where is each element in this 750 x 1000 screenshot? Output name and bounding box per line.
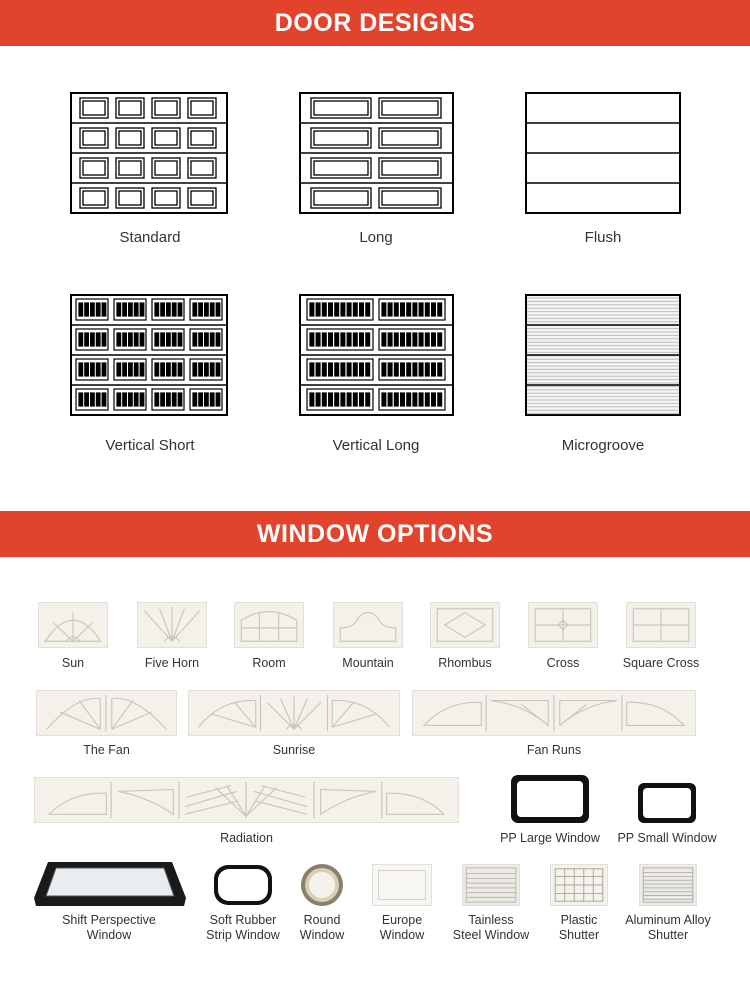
window-label: Europe Window [379,913,425,942]
door-designs-header: DOOR DESIGNS [0,0,750,46]
window-label: Fan Runs [526,743,582,757]
window-label: The Fan [83,743,130,757]
window-label: Mountain [342,656,394,670]
door-label: Flush [584,229,622,246]
door-long[interactable] [299,92,459,246]
window-label: Radiation [220,831,273,845]
door-label: Microgroove [561,437,645,454]
window-label: Sunrise [272,743,316,757]
window-label: Sun [61,656,85,670]
window-label: PP Small Window [617,831,717,845]
window-label: Five Horn [144,656,200,670]
window-label: PP Large Window [500,831,600,845]
door-label: Standard [119,229,181,246]
door-standard[interactable] [70,92,230,246]
door-vertical-long-image [299,294,454,416]
door-label: Long [359,229,393,246]
door-flush-image [525,92,681,214]
window-label: Square Cross [622,656,700,670]
door-vertical-short[interactable] [70,294,230,454]
door-microgroove-image [525,294,681,416]
window-label: Room [252,656,286,670]
door-label: Vertical Long [332,437,420,454]
door-label: Vertical Short [105,437,195,454]
door-long-image [299,92,454,214]
window-label: Plastic Shutter [558,913,600,942]
window-label: Cross [546,656,580,670]
door-vertical-long[interactable] [299,294,459,454]
window-label: Round Window [299,913,345,942]
window-label: Shift Perspective Window [62,913,156,942]
door-standard-image [70,92,228,214]
door-microgroove[interactable] [525,294,685,454]
window-label: Tainless Steel Window [452,913,530,942]
door-flush[interactable] [525,92,685,246]
window-options-header: WINDOW OPTIONS [0,511,750,557]
window-label: Rhombus [438,656,492,670]
door-vertical-short-image [70,294,228,416]
window-label: Aluminum Alloy Shutter [625,913,711,942]
window-label: Soft Rubber Strip Window [206,913,280,942]
